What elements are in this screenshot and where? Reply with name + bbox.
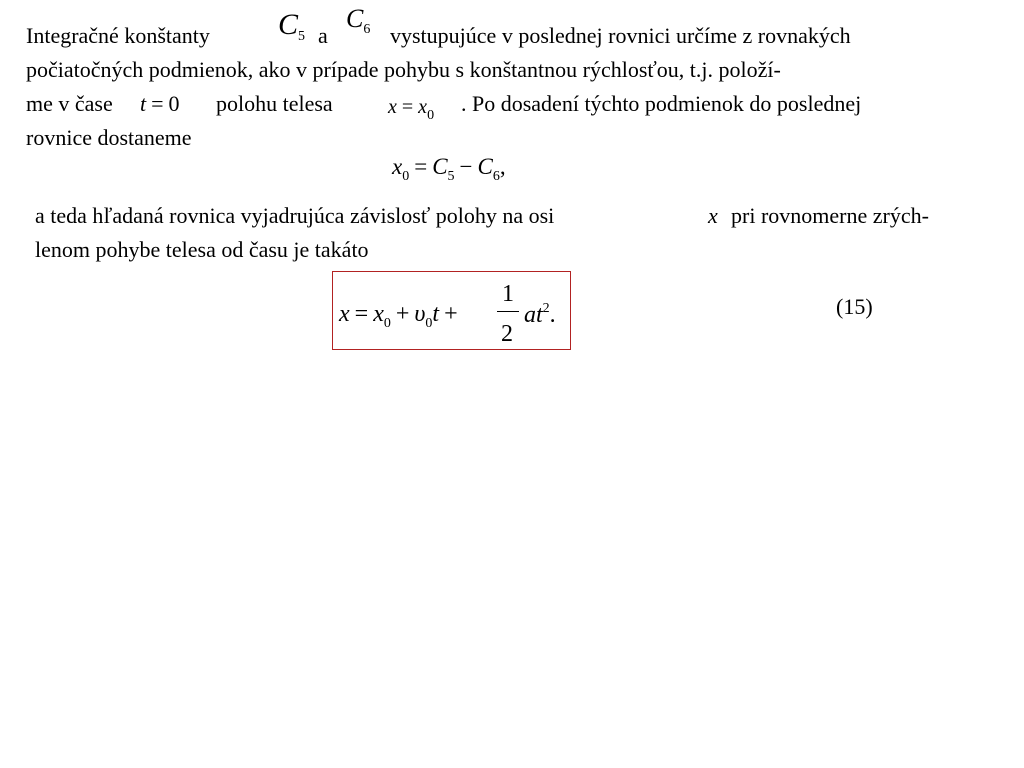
intro-text-start: Integračné konštanty — [26, 23, 210, 48]
equation-motion: $x = x_0 + \upsilon_0t$ + — [339, 301, 458, 331]
axis-variable: x — [708, 203, 718, 228]
time-condition: t = 0 — [140, 91, 180, 116]
intro-line-3-mid: polohu telesa — [216, 91, 333, 116]
constant-c5: $C_5$ — [278, 8, 306, 44]
equation-motion-tail: $at^2$. — [524, 301, 556, 328]
conjunction-a: a — [318, 23, 328, 48]
fraction-numerator: 1 — [502, 281, 514, 307]
conclusion-line-1-start: a teda hľadaná rovnica vyjadrujúca závislosť polohy na osi — [35, 203, 555, 228]
equation-number: (15) — [836, 294, 873, 319]
intro-line-3-start: me v čase — [26, 91, 113, 116]
intro-line-3-end: . Po dosadení týchto podmienok do poslednej — [461, 91, 862, 116]
intro-text-end: vystupujúce v poslednej rovnici určíme z rovnakých — [390, 23, 851, 48]
position-condition: $x = x_0$ — [388, 96, 435, 123]
conclusion-line-2: lenom pohybe telesa od času je takáto — [35, 237, 369, 262]
fraction-bar — [497, 311, 519, 312]
equation-initial-position: $x_0 = C_5 - C_6$, — [392, 154, 506, 184]
intro-line-2: počiatočných podmienok, ako v prípade pohybu s konštantnou rýchlosťou, t.j. položí- — [26, 57, 781, 82]
conclusion-line-1-end: pri rovnomerne zrých- — [731, 203, 929, 228]
intro-line-4: rovnice dostaneme — [26, 125, 192, 150]
fraction-denominator: 2 — [501, 321, 513, 347]
constant-c6: $C_6$ — [346, 4, 371, 37]
